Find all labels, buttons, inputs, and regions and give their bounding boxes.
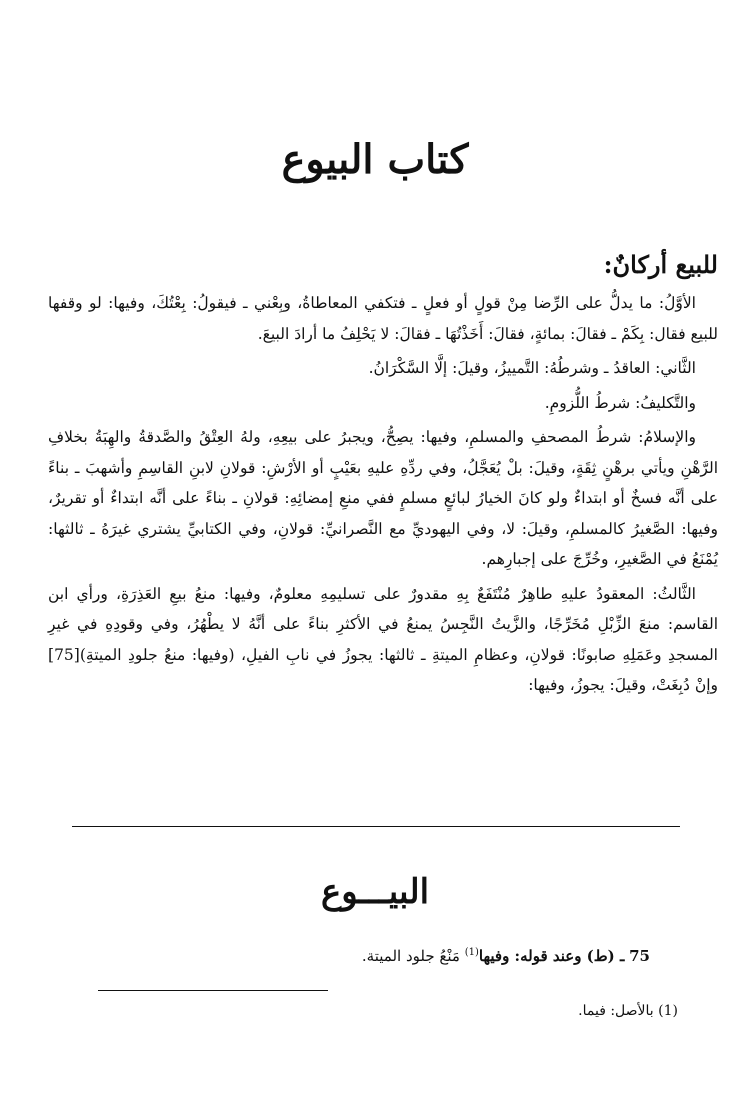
book-title: كتاب البيوع [281, 136, 469, 183]
paragraph-second-pillar: الثَّاني: العاقدُ ـ وشرطُهُ: التَّمييزُ، وقيلَ: إلَّا السَّكْرَانُ. [368, 359, 696, 377]
appendix-note [362, 938, 650, 971]
footnote-text: بالأصل: فيما. [578, 1003, 654, 1019]
footnote-separator [98, 990, 328, 991]
note-text-2: مَنْعُ جلود الميتة. [361, 947, 460, 965]
paragraph-islam: والإسلامُ: شرطُ المصحفِ والمسلمِ، وفيها: يصِحُّ، ويجبرُ على بيعِهِ، ولهُ العِتْقُ والصَّدقةُ والهِبَةُ بخلافِ الرَّهْنِ ويأتي برهْنٍ ثِقَةٍ، وقيلَ: بلْ يُعَجَّلُ، وفي ردِّهِ عليهِ بعَيْبٍ أو الأرْشِ: قولانِ لابنِ القاسِمِ وأشهبَ ـ بناءً على أنَّه فسخٌ أو ابتداءٌ ولو كانَ الخيارُ لبائعٍ مسلمٍ ففي منعِ إمضائِهِ: قولانِ ـ بناءً على أنَّه ابتداءٌ أو تقريرٌ، وفيها: الصَّغيرُ كالمسلمِ، وقيلَ: لا، وفي اليهوديِّ مع النَّصرانيِّ: قولانِ، وفي الكتابيِّ يشتري غيرَهُ ـ ثالثها: يُمْنَعُ في الصَّغيرِ، وخُرِّجَ على إجبارِهم. [48, 428, 718, 568]
note-ref: (1) [464, 947, 479, 958]
footnote-number: (1) [658, 1003, 678, 1019]
section-heading: للبيع أركانٌ: [603, 250, 718, 279]
paragraph-obligation: والتَّكليفُ: شرطُ اللُّزومِ. [544, 393, 696, 412]
paragraph-third-pillar: الثَّالثُ: المعقودُ عليهِ طاهِرٌ مُنْتَفَعٌ بِهِ مقدورٌ على تسليمِهِ معلومٌ، وفيها: منعُ بيعِ العَذِرَةِ، ورأي ابن القاسم: منعَ الزِّبْلِ مُخَرِّجًا، والزَّيتُ النَّجِسُ يمنعُ في الأكثرِ بناءً على أنَّهُ لا يطْهُرُ، وفي وقودِهِ في غيرِ المسجدِ وعَمَلِهِ صابونًا: قولانِ، وعظامِ الميتةِ ـ ثالثها: يجوزُ في نابِ الفيلِ، (وفيها: منعُ جلودِ الميتةِ)[75] وإنْ دُبِغَتْ، وقيلَ: يجوزُ، وفيها: [48, 584, 718, 694]
separator-line [72, 826, 680, 827]
appendix-title: البيـــوع [320, 872, 430, 912]
main-text [48, 288, 718, 705]
note-text: ـ (ط) وعند قوله: وفيها [478, 947, 625, 965]
paragraph-first-pillar: الأوَّلُ: ما يدلُّ على الرِّضا مِنْ قولٍ أو فعلٍ ـ فتكفي المعاطاةُ، وبِعْني ـ فيقولُ: بِعْتُكَ، وفيها: لو وقفها للبيع فقال: بِكَمْ ـ فقالَ: بمائةٍ، فقالَ: أَخَذْتُهَا ـ فقالَ: لا يَحْلِفُ ما أرادَ البيعَ. [48, 294, 718, 343]
footnote [578, 998, 678, 1024]
note-number: 75 [629, 947, 650, 965]
